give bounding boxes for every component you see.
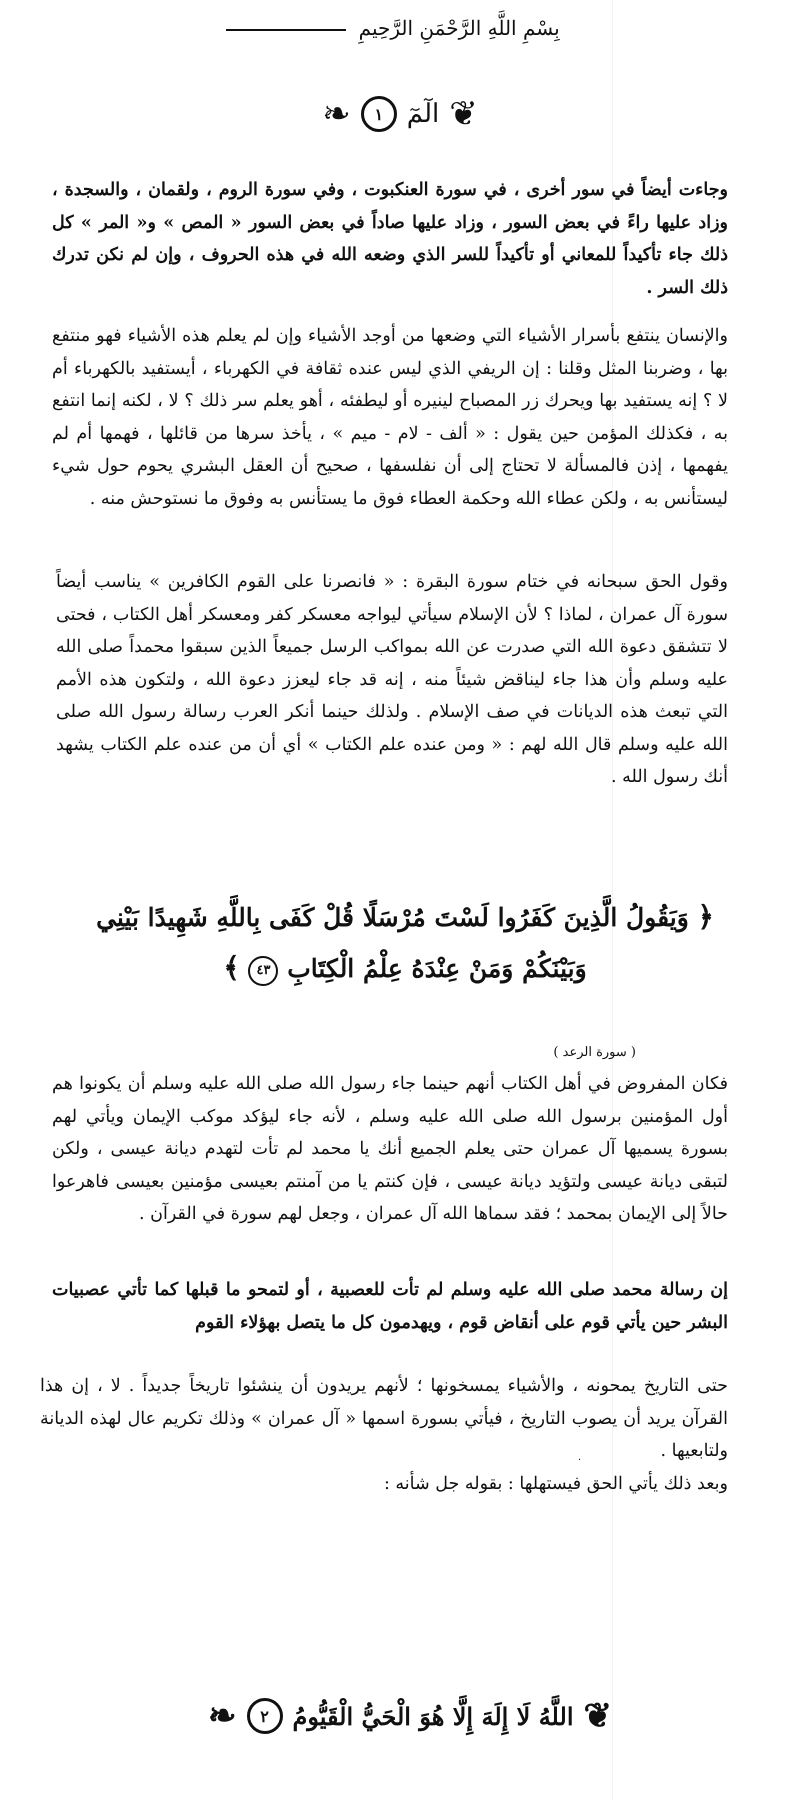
surah-reference: ( سورة الرعد )	[553, 1045, 636, 1060]
ornament-right-icon: ❦	[449, 94, 478, 134]
footer-verse-text: اللَّهُ لَا إِلَهَ إِلَّا هُوَ الْحَيُّ الْقَيُّومُ	[292, 1701, 574, 1731]
basmala-rule	[226, 29, 346, 31]
basmala-heading	[180, 16, 600, 40]
footer-verse-number: ٢	[247, 1698, 283, 1734]
paragraph-1: وجاءت أيضاً في سور أخرى ، في سورة العنكبوت ، وفي سورة الروم ، ولقمان ، والسجدة ، وزاد عليها راءً في بعض السور ، وزاد عليها صاداً في بعض السور « المص » و« المر » كل ذلك جاء تأكيداً للمعاني أو تأكيداً للسر الذي وضعه الله في هذه الحروف ، وإن لم نكن تدرك ذلك السر .	[52, 180, 728, 298]
verse-heading	[230, 96, 570, 132]
paragraph-2: والإنسان ينتفع بأسرار الأشياء التي وضعها من أوجد الأشياء وإن لم يعلم هذه الأشياء فهو منتفع بها ، وضربنا المثل وقلنا : إن الريفي الذي ليس عنده ثقافة في الكهرباء ، أيستفيد بالكهرباء أم لا ؟ إنه يستفيد بها ويحرك زر المصباح لينيره أو ليطفئه ، أهو يعلم سر ذلك ؟ لا ، لكنه إنما انتفع به ، فكذلك المؤمن حين يقول : « ألف - لام - ميم » ، يأخذ سرها من قائلها ، فهمها أم لم يفهمها ، إذن فالمسألة لا تحتاج إلى أن نفلسفها ، صحيح أن العقل البشري يحوم حول شيء ليستأنس به ، ولكن عطاء الله وحكمة العطاء فوق ما يستأنس به وفوق ما نستوحش منه .	[52, 326, 728, 509]
paragraph-5: إن رسالة محمد صلى الله عليه وسلم لم تأت للعصبية ، أو لتمحو ما قبلها كما تأتي عصبيات البشر حين يأتي قوم على أنقاض قوم ، ويهدمون كل ما يتصل بهؤلاء القوم	[52, 1280, 728, 1333]
verse-number: ١	[361, 96, 397, 132]
speck: ·	[578, 1455, 582, 1466]
paragraph-3: وقول الحق سبحانه في ختام سورة البقرة : « فانصرنا على القوم الكافرين » يناسب أيضاً سورة آل عمران ، لماذا ؟ لأن الإسلام سيأتي ليواجه معسكر كفر ومعسكر أهل الكتاب ، فحتى لا تتشقق دعوة الله التي صدرت عن الله بمواكب الرسل جميعاً الذين سبقوا محمداً صلى الله عليه وسلم وأن هذا جاء ليناقض شيئاً منه ، إنه قد جاء ليعزز دعوة الله ، ولتكون هذه الأمم التي تبعث هذه الديانات في صف الإسلام . ولذلك حينما أنكر العرب رسالة رسول الله صلى الله عليه وسلم قال الله لهم : « ومن عنده علم الكتاب » أي أن من عنده علم الكتاب يشهد أنك رسول الله .	[56, 572, 728, 787]
quran-open-bracket: ﴿	[697, 900, 714, 933]
paragraph-4: فكان المفروض في أهل الكتاب أنهم حينما جاء رسول الله صلى الله عليه وسلم أن يكونوا هم أول المؤمنين برسول الله صلى الله عليه وسلم ، لأنه جاء ليؤكد موكب الإيمان ويأتي لهم بسورة يسميها آل عمران حتى يعلم الجميع أنك يا محمد لم تأت لتهدم ديانة عيسى ، ولكن لتبقى ديانة عيسى ولتؤيد ديانة عيسى ، فإن كنتم يا من آمنتم بعيسى مؤمنين بعيسى فاهرعوا حالاً إلى الإيمان بمحمد ؛ فقد سماها الله آل عمران ، وجعل لهم سورة في القرآن .	[52, 1074, 728, 1224]
basmala-text: بِسْمِ اللَّهِ الرَّحْمَنِ الرَّحِيمِ	[358, 16, 560, 40]
quran-quote-text: وَيَقُولُ الَّذِينَ كَفَرُوا لَسْتَ مُرْسَلًا قُلْ كَفَى بِاللَّهِ شَهِيدًا بَيْنِي وَبَيْنَكُمْ وَمَنْ عِنْدَهُ عِلْمُ الْكِتَابِ	[96, 903, 689, 983]
footer-verse-heading	[150, 1698, 670, 1734]
verse-heading-text: الٓمٓ	[406, 99, 440, 129]
paragraph-6: حتى التاريخ يمحونه ، والأشياء يمسخونها ؛ لأنهم يريدون أن ينشئوا تاريخاً جديداً . لا ، إن هذا القرآن يريد أن يصوب التاريخ ، فيأتي بسورة اسمها « آل عمران » وذلك تكريم عال لهذه الديانة ولتابعيها .	[40, 1376, 728, 1461]
quran-close-bracket: ﴾	[223, 951, 240, 984]
quran-quote	[70, 892, 740, 994]
ornament-left-icon: ❧	[208, 1696, 237, 1736]
quran-verse-number: ٤٣	[248, 956, 278, 986]
ornament-left-icon: ❧	[322, 94, 351, 134]
ornament-right-icon: ❦	[583, 1696, 612, 1736]
paragraph-7: وبعد ذلك يأتي الحق فيستهلها : بقوله جل شأنه :	[383, 1474, 728, 1494]
